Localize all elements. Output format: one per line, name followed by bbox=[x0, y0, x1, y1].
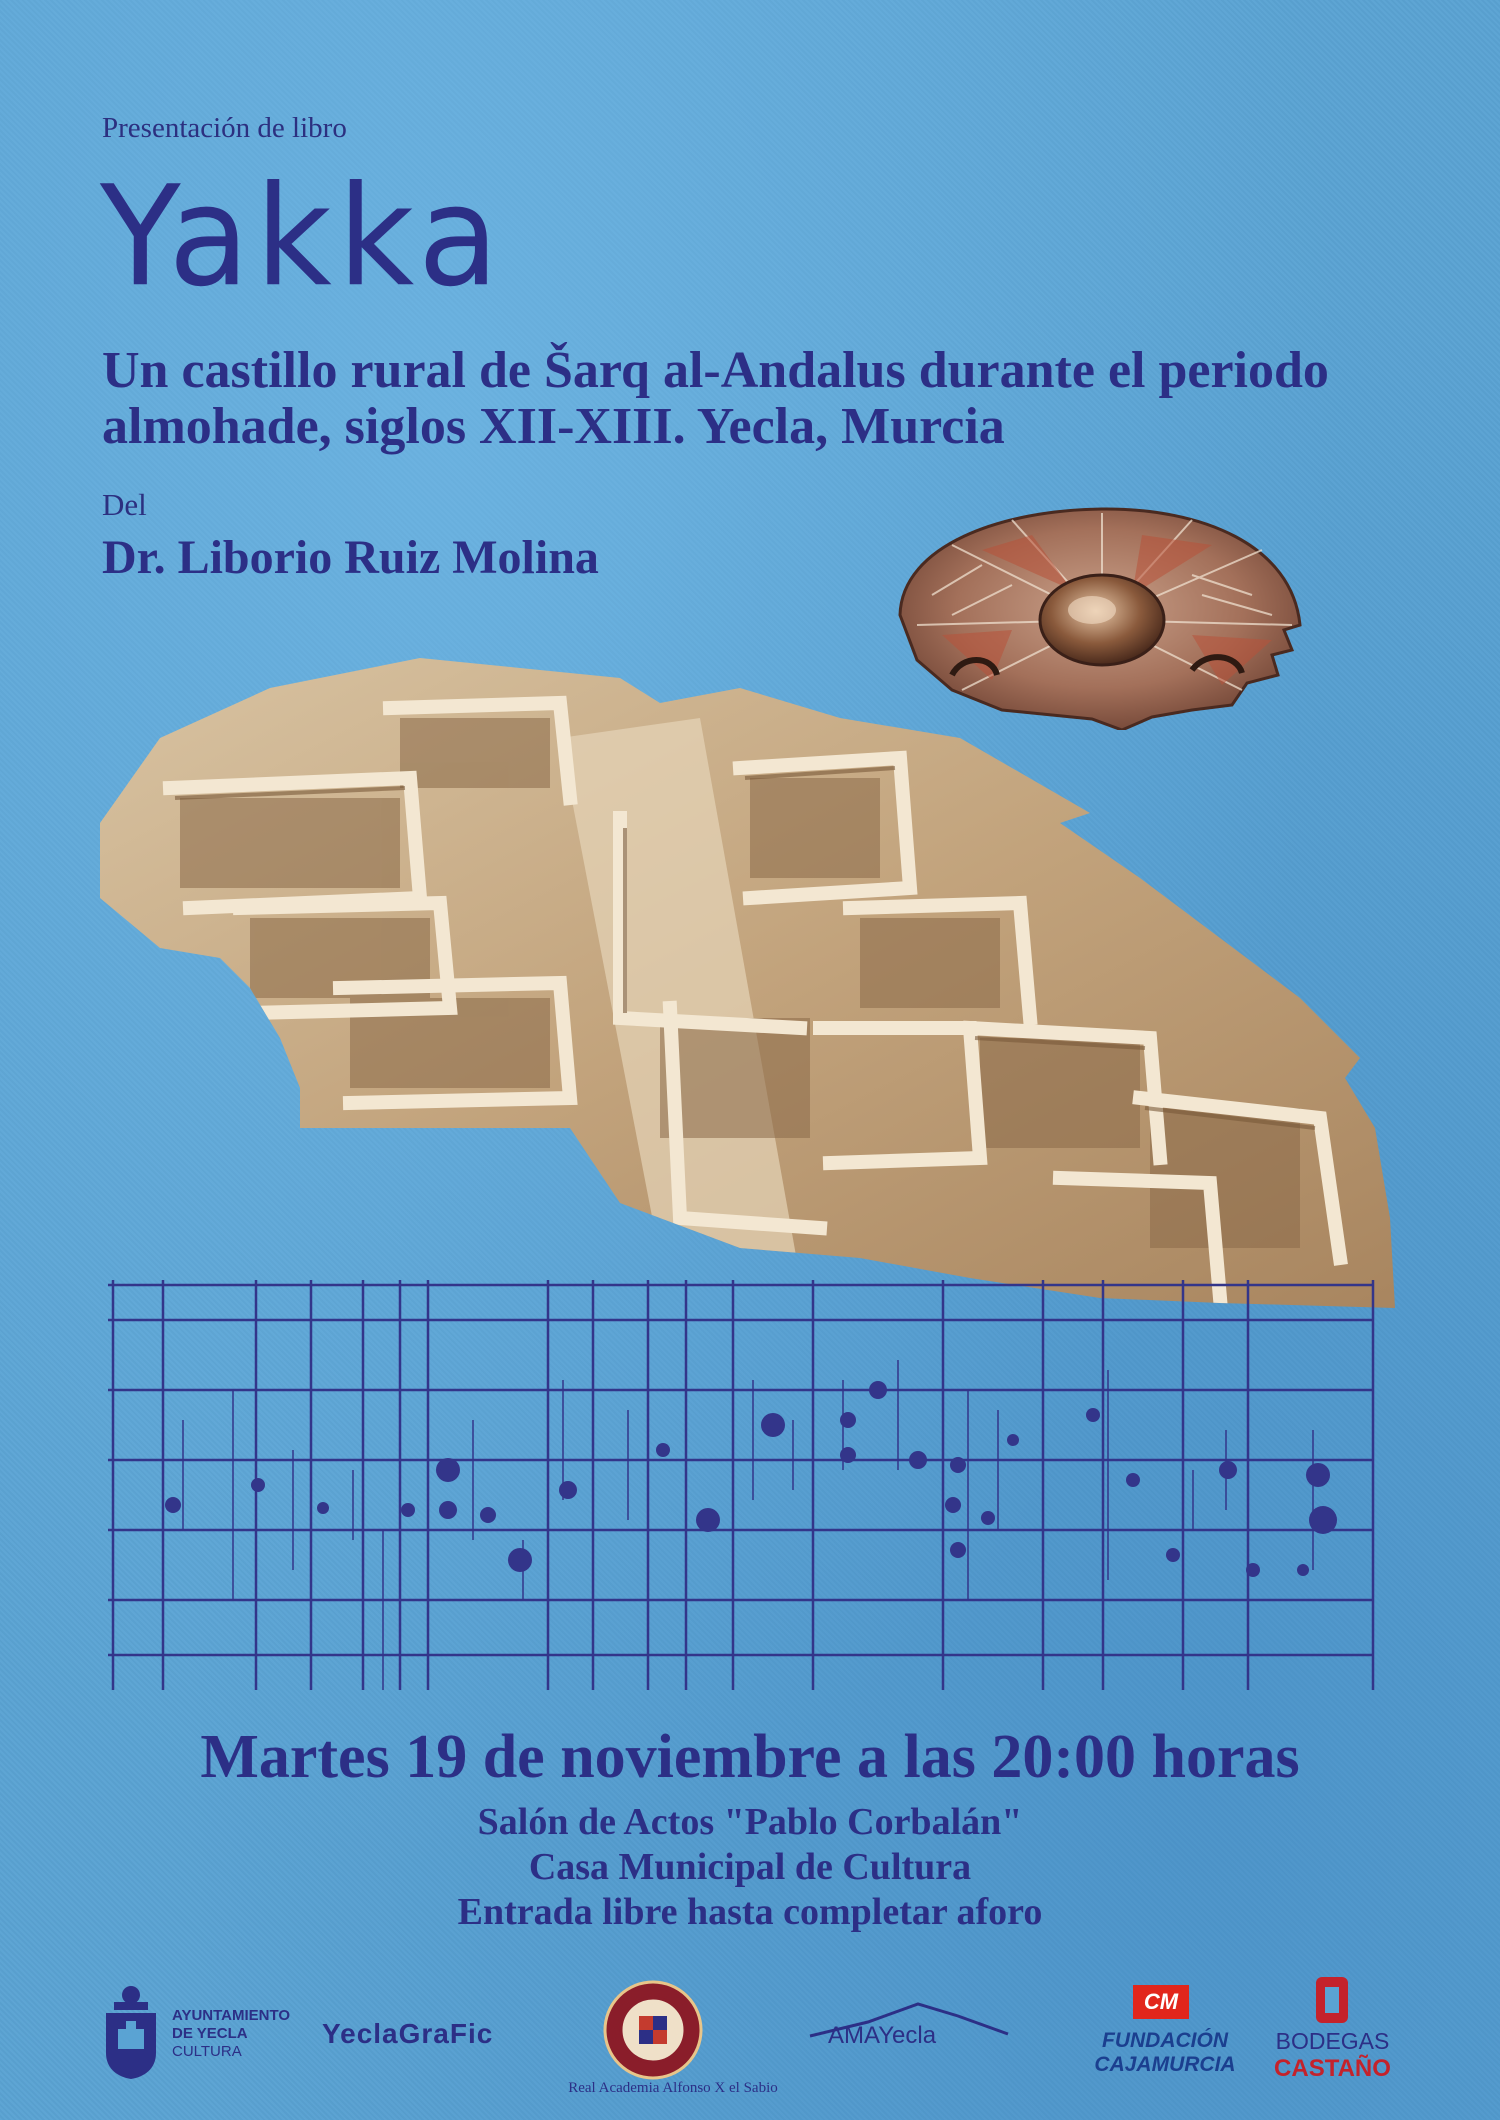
real-academia-label: Real Academia Alfonso X el Sabio bbox=[568, 2080, 778, 2096]
venue-line-1: Salón de Actos "Pablo Corbalán" bbox=[477, 1801, 1023, 1843]
ayuntamiento-line-2: DE YECLA bbox=[172, 2025, 248, 2042]
book-subtitle: Un castillo rural de Šarq al-Andalus durante el periodo almohade, siglos XII-XIII. Yecla, Murcia bbox=[102, 342, 1329, 455]
author-name: Dr. Liborio Ruiz Molina bbox=[102, 531, 599, 584]
amayecla-logo bbox=[808, 2000, 1013, 2060]
coat-of-arms-icon bbox=[100, 1985, 162, 2080]
cm-badge: CM bbox=[1133, 1985, 1189, 2019]
pottery-typology-chart bbox=[108, 1270, 1380, 1690]
castano-line: CASTAÑO bbox=[1274, 2055, 1391, 2082]
amayecla-label: AMAYecla bbox=[828, 2022, 937, 2049]
cajamurcia-line: CAJAMURCIA bbox=[1094, 2053, 1236, 2076]
bodegas-line: BODEGAS bbox=[1275, 2028, 1390, 2054]
archaeological-site-image bbox=[100, 658, 1395, 1318]
bodegas-castano-logo bbox=[1265, 1975, 1400, 2090]
eyebrow-text: Presentación de libro bbox=[102, 112, 347, 144]
venue-line-3: Entrada libre hasta completar aforo bbox=[457, 1891, 1043, 1933]
ayuntamiento-line-3: CULTURA bbox=[172, 2043, 242, 2060]
ayuntamiento-line-1: AYUNTAMIENTO bbox=[172, 2007, 291, 2024]
fundacion-cajamurcia-logo bbox=[1085, 1985, 1245, 2085]
real-academia-logo bbox=[548, 1980, 798, 2100]
event-date: Martes 19 de noviembre a las 20:00 horas bbox=[200, 1723, 1300, 1791]
book-title: Yakka bbox=[100, 156, 505, 318]
venue-line-2: Casa Municipal de Cultura bbox=[528, 1846, 972, 1888]
fundacion-line: FUNDACIÓN bbox=[1102, 2029, 1228, 2052]
yeclagrafic-logo: YeclaGraFic bbox=[322, 2018, 494, 2049]
author-prefix: Del bbox=[102, 487, 147, 522]
ayuntamiento-logo bbox=[100, 1985, 300, 2080]
castano-emblem-icon bbox=[1312, 1975, 1352, 2025]
academia-seal-icon bbox=[603, 1980, 703, 2080]
